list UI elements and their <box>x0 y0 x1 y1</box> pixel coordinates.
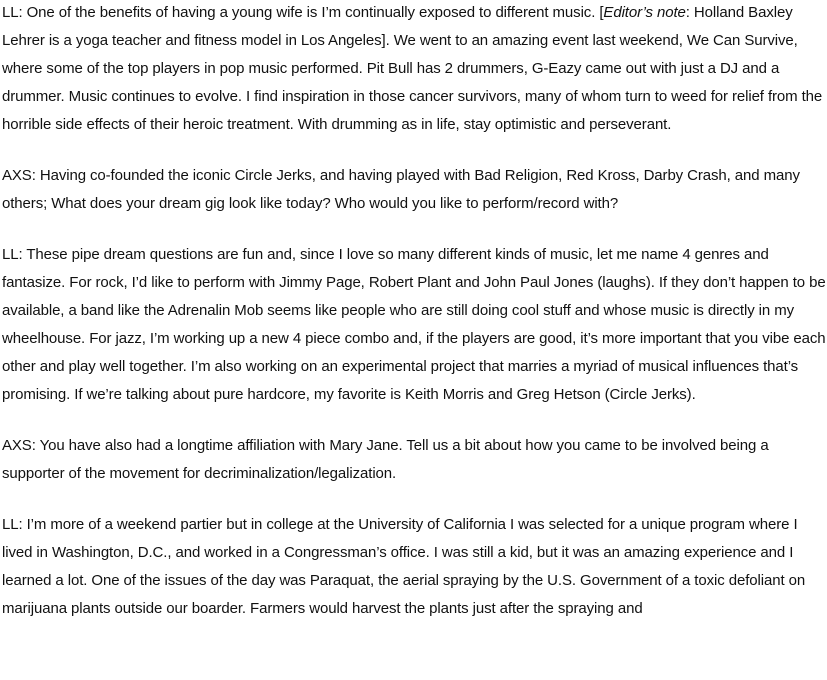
interview-answer-paragraph <box>2 0 827 139</box>
paragraph-text-rest: : Holland Baxley Lehrer is a yoga teacher and fitness model in Los Angeles]. We went to an amazing event last weekend, We Can Survive, where some of the top players in pop music performed. Pit Bull has 2 drummers, G-Eazy came out with just a DJ and a drummer. Music continues to evolve. I find inspiration in those cancer survivors, many of whom turn to weed for relief from the horrible side effects of their heroic treatment. With drumming as in life, stay optimistic and perseverant. <box>2 4 823 133</box>
interview-answer-paragraph: LL: I’m more of a weekend partier but in college at the University of California I was selected for a unique program where I lived in Washington, D.C., and worked in a Congressman’s office. I was still a kid, but it was an amazing experience and I learned a lot. One of the issues of the day was Paraquat, the aerial spraying by the U.S. Government of a toxic defoliant on marijuana plants outside our boarder. Farmers would harvest the plants just after the spraying and <box>2 516 806 617</box>
paragraph-text-start: LL: One of the benefits of having a young wife is I’m continually exposed to different music. [ <box>2 4 604 21</box>
interview-answer-paragraph: LL: These pipe dream questions are fun and, since I love so many different kinds of music, let me name 4 genres and fantasize. For rock, I’d like to perform with Jimmy Page, Robert Plant and John Paul Jones (laughs). If they don’t happen to be available, a band like the Adrenalin Mob seems like people who are still doing cool stuff and whose music is directly in my wheelhouse. For jazz, I’m working up a new 4 piece combo and, if the players are good, it’s more important that you vibe each other and play well together. I’m also working on an experimental project that marries a myriad of musical influences that’s promising. If we’re talking about pure hardcore, my favorite is Keith Morris and Greg Hetson (Circle Jerks). <box>2 246 826 403</box>
interview-question-paragraph: AXS: You have also had a longtime affiliation with Mary Jane. Tell us a bit about how you came to be involved being a supporter of the movement for decriminalization/legalization. <box>2 437 769 482</box>
editors-note-label: Editor’s note <box>603 4 686 21</box>
interview-question-paragraph: AXS: Having co-founded the iconic Circle Jerks, and having played with Bad Religion, Red Kross, Darby Crash, and many others; What does your dream gig look like today? Who would you like to perform/record with? <box>2 167 800 212</box>
